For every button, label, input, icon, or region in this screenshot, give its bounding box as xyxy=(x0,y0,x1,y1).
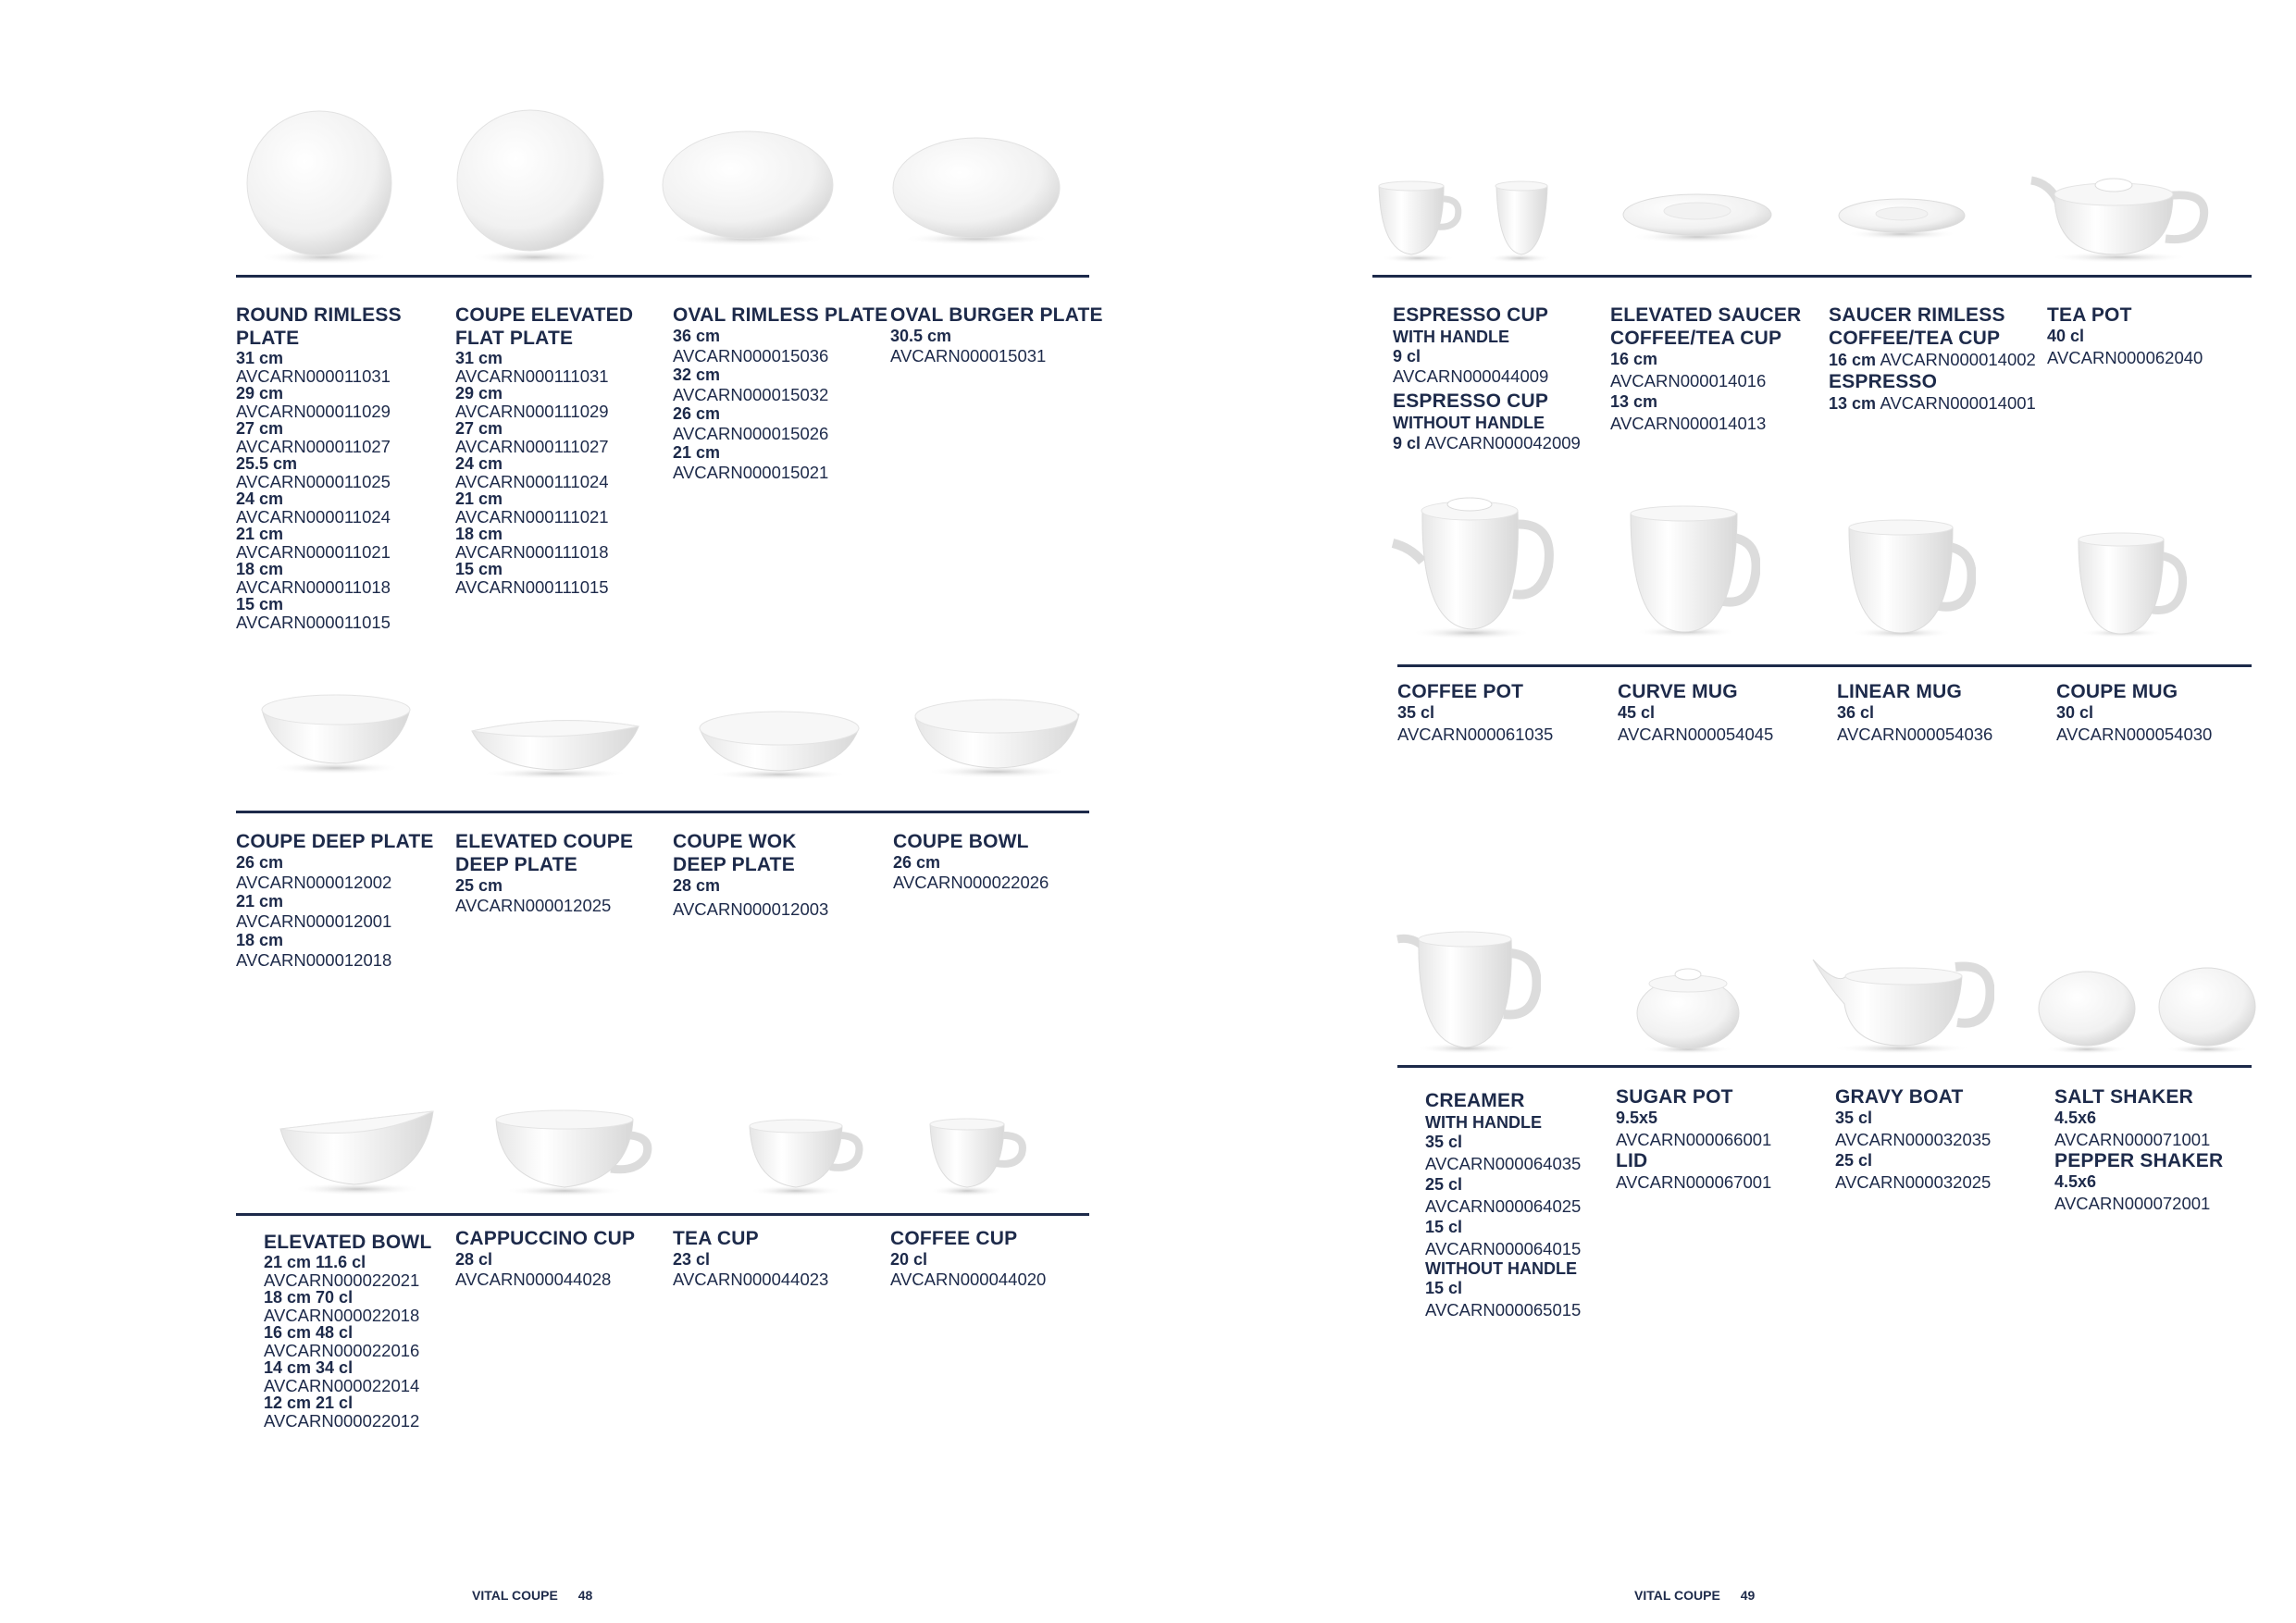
article-code: AVCARN000011018 xyxy=(236,577,391,597)
article-code: AVCARN000014001 xyxy=(1880,393,2036,413)
article-code: AVCARN000044020 xyxy=(890,1270,1047,1289)
page-footer-right xyxy=(1634,1588,1755,1603)
size-label: 16 cm 48 cl xyxy=(264,1323,354,1342)
wok-plate-icon xyxy=(696,708,863,782)
round-plate-icon xyxy=(236,102,403,268)
article-code: AVCARN000054036 xyxy=(1837,725,1993,744)
gravy-boat-entry xyxy=(1835,1085,2057,1192)
row3-right-rule xyxy=(1397,1065,2252,1068)
article-code: AVCARN000011015 xyxy=(236,613,391,632)
article-code: AVCARN000012003 xyxy=(673,899,829,919)
article-code: AVCARN000012025 xyxy=(455,896,612,915)
product-title: OVAL BURGER PLATE xyxy=(890,304,1103,326)
product-title: TEA CUP xyxy=(673,1228,759,1249)
linear-mug-entry xyxy=(1837,680,2059,744)
tea-pot-icon xyxy=(2027,157,2212,264)
oval-burger-plate-icon xyxy=(888,128,1064,248)
product-title: COFFEE/TEA CUP xyxy=(1610,328,1782,349)
article-code: AVCARN000111031 xyxy=(455,366,609,386)
article-code: AVCARN000072001 xyxy=(2054,1194,2211,1213)
article-code: AVCARN000011024 xyxy=(236,507,391,527)
round-rimless-plate-entry xyxy=(236,304,458,631)
size-label: 31 cm xyxy=(455,349,503,367)
size-label: 15 cl xyxy=(1425,1279,1463,1297)
product-title: PEPPER SHAKER xyxy=(2054,1150,2224,1171)
catalog-title: VITAL COUPE xyxy=(472,1588,558,1603)
size-label: 21 cm 11.6 cl xyxy=(264,1253,366,1271)
coupe-elevated-flat-plate-entry xyxy=(455,304,677,596)
article-code: AVCARN000111029 xyxy=(455,402,609,421)
size-label: 9 cl xyxy=(1393,434,1421,452)
article-code: AVCARN000014013 xyxy=(1610,414,1767,433)
product-title: SUGAR POT xyxy=(1616,1086,1733,1108)
size-label: 26 cm xyxy=(673,404,721,423)
size-label: 35 cl xyxy=(1835,1109,1873,1127)
article-code: AVCARN000054030 xyxy=(2056,725,2213,744)
size-label: 25.5 cm xyxy=(236,454,298,473)
size-label: 15 cm xyxy=(455,560,503,578)
article-code: AVCARN000061035 xyxy=(1397,725,1554,744)
product-title: ROUND RIMLESS xyxy=(236,304,402,326)
article-code: AVCARN000022016 xyxy=(264,1341,420,1360)
linear-mug-icon xyxy=(1842,518,1976,638)
size-label: 31 cm xyxy=(236,349,284,367)
article-code: AVCARN000111024 xyxy=(455,472,609,491)
size-label: 18 cm xyxy=(236,931,284,949)
product-variant: WITH HANDLE xyxy=(1393,328,1509,346)
size-label: 30.5 cm xyxy=(890,327,952,345)
article-code: AVCARN000111021 xyxy=(455,507,609,527)
product-variant: WITHOUT HANDLE xyxy=(1425,1259,1577,1278)
size-label: 25 cl xyxy=(1425,1175,1463,1194)
coupe-mug-icon xyxy=(2071,532,2187,638)
sugar-pot-icon xyxy=(1631,958,1746,1055)
article-code: AVCARN000022018 xyxy=(264,1306,420,1325)
product-title: OVAL RIMLESS PLATE xyxy=(673,304,888,326)
tea-cup-entry xyxy=(673,1227,895,1289)
size-label: 40 cl xyxy=(2047,327,2085,345)
article-code: AVCARN000111027 xyxy=(455,437,609,456)
size-label: 9 cl xyxy=(1393,347,1421,365)
product-title: ELEVATED COUPE xyxy=(455,831,634,852)
size-label: 12 cm 21 cl xyxy=(264,1394,354,1412)
oval-burger-plate-entry xyxy=(890,304,1112,365)
product-title: GRAVY BOAT xyxy=(1835,1086,1964,1108)
size-label: 24 cm xyxy=(236,489,284,508)
article-code: AVCARN000065015 xyxy=(1425,1300,1582,1319)
size-label: 36 cm xyxy=(673,327,721,345)
product-title: PLATE xyxy=(236,328,300,349)
size-label: 21 cm xyxy=(236,525,284,543)
coupe-deep-plate-entry xyxy=(236,830,458,970)
product-title: COUPE ELEVATED xyxy=(455,304,634,326)
product-title: COFFEE POT xyxy=(1397,681,1524,702)
size-label: 25 cl xyxy=(1835,1151,1873,1170)
article-code: AVCARN000054045 xyxy=(1618,725,1774,744)
coffee-pot-entry xyxy=(1397,680,1620,744)
size-label: 18 cm xyxy=(455,525,503,543)
size-label: 45 cl xyxy=(1618,703,1656,722)
article-code: AVCARN000064015 xyxy=(1425,1239,1582,1258)
size-label: 30 cl xyxy=(2056,703,2094,722)
size-label: 9.5x5 xyxy=(1616,1109,1658,1127)
size-label: 26 cm xyxy=(236,853,284,872)
article-code: AVCARN000015032 xyxy=(673,385,829,404)
size-label: 13 cm xyxy=(1610,392,1658,411)
tea-pot-entry xyxy=(2047,304,2269,367)
elevated-bowl-icon xyxy=(276,1106,438,1198)
product-title: TEA POT xyxy=(2047,304,2132,326)
product-title: CURVE MUG xyxy=(1618,681,1738,702)
row2-left-rule xyxy=(236,811,1089,813)
saucer-rimless-entry xyxy=(1829,304,2051,414)
coffee-pot-icon xyxy=(1384,492,1555,640)
product-variant: WITHOUT HANDLE xyxy=(1393,414,1545,432)
cappuccino-cup-entry xyxy=(455,1227,677,1289)
size-label: 21 cm xyxy=(455,489,503,508)
article-code: AVCARN000032025 xyxy=(1835,1172,1992,1192)
espresso-cups-icon xyxy=(1371,180,1575,264)
salt-pepper-shaker-icon xyxy=(2036,953,2258,1055)
product-variant: ESPRESSO xyxy=(1829,371,1938,392)
size-label: 18 cm xyxy=(236,560,284,578)
row3-left-rule xyxy=(236,1213,1089,1216)
article-code: AVCARN000066001 xyxy=(1616,1130,1772,1149)
article-code: AVCARN000022012 xyxy=(264,1411,420,1431)
article-code: AVCARN000071001 xyxy=(2054,1130,2211,1149)
article-code: AVCARN000011031 xyxy=(236,366,391,386)
elevated-saucer-icon xyxy=(1621,185,1774,245)
article-code: AVCARN000015026 xyxy=(673,424,829,443)
coupe-deep-plate-icon xyxy=(257,689,415,777)
article-code: AVCARN000032035 xyxy=(1835,1130,1992,1149)
coupe-wok-deep-plate-entry xyxy=(673,830,895,919)
product-variant: LID xyxy=(1616,1150,1648,1171)
article-code: AVCARN000014002 xyxy=(1880,350,2036,369)
size-label: 14 cm 34 cl xyxy=(264,1358,354,1377)
product-title: COUPE BOWL xyxy=(893,831,1029,852)
elevated-bowl-entry xyxy=(264,1231,486,1430)
size-label: 16 cm xyxy=(1610,350,1658,368)
article-code: AVCARN000015036 xyxy=(673,346,829,365)
article-code: AVCARN000011027 xyxy=(236,437,391,456)
product-title: ELEVATED BOWL xyxy=(264,1232,432,1253)
article-code: AVCARN000064035 xyxy=(1425,1154,1582,1173)
size-label: 20 cl xyxy=(890,1250,928,1269)
gravy-boat-icon xyxy=(1809,948,1994,1055)
size-label: 35 cl xyxy=(1397,703,1435,722)
product-title: DEEP PLATE xyxy=(673,854,795,875)
size-label: 29 cm xyxy=(455,384,503,403)
product-variant: WITH HANDLE xyxy=(1425,1113,1542,1132)
coffee-cup-icon xyxy=(925,1115,1027,1198)
creamer-icon xyxy=(1393,925,1541,1055)
size-label: 25 cm xyxy=(455,876,503,895)
article-code: AVCARN000012002 xyxy=(236,873,392,892)
size-label: 13 cm xyxy=(1829,394,1877,413)
article-code: AVCARN000012001 xyxy=(236,911,392,931)
page-number: 49 xyxy=(1740,1588,1756,1603)
size-label: 26 cm xyxy=(893,853,941,872)
product-title: ESPRESSO CUP xyxy=(1393,304,1549,326)
product-title: SALT SHAKER xyxy=(2054,1086,2193,1108)
size-label: 32 cm xyxy=(673,365,721,384)
article-code: AVCARN000011025 xyxy=(236,472,391,491)
product-title: COFFEE CUP xyxy=(890,1228,1018,1249)
article-code: AVCARN000062040 xyxy=(2047,348,2203,367)
product-title: LINEAR MUG xyxy=(1837,681,1962,702)
product-title: FLAT PLATE xyxy=(455,328,574,349)
espresso-cup-entry xyxy=(1393,304,1615,453)
size-label: 27 cm xyxy=(455,419,503,438)
product-title: ELEVATED SAUCER xyxy=(1610,304,1802,326)
catalog-title: VITAL COUPE xyxy=(1634,1588,1720,1603)
product-title: CAPPUCCINO CUP xyxy=(455,1228,636,1249)
elevated-saucer-entry xyxy=(1610,304,1832,433)
article-code: AVCARN000111018 xyxy=(455,542,609,562)
cappuccino-cup-icon xyxy=(490,1106,652,1198)
product-title: ESPRESSO CUP xyxy=(1393,390,1549,412)
coupe-bowl-entry xyxy=(893,830,1115,892)
article-code: AVCARN000014016 xyxy=(1610,371,1767,390)
product-title: SAUCER RIMLESS xyxy=(1829,304,2005,326)
row1-left-rule xyxy=(236,275,1089,278)
article-code: AVCARN000111015 xyxy=(455,577,609,597)
size-label: 36 cl xyxy=(1837,703,1875,722)
oval-rimless-plate-entry xyxy=(673,304,895,482)
page-number: 48 xyxy=(577,1588,593,1603)
size-label: 21 cm xyxy=(673,443,721,462)
product-title: DEEP PLATE xyxy=(455,854,577,875)
size-label: 4.5x6 xyxy=(2054,1172,2097,1191)
elevated-coupe-deep-plate-entry xyxy=(455,830,677,915)
size-label: 28 cl xyxy=(455,1250,493,1269)
article-code: AVCARN000015031 xyxy=(890,346,1047,365)
row2-right-rule xyxy=(1397,664,2252,667)
size-label: 28 cm xyxy=(673,876,721,895)
article-code: AVCARN000044009 xyxy=(1393,366,1549,386)
article-code: AVCARN000011029 xyxy=(236,402,391,421)
article-code: AVCARN000022021 xyxy=(264,1270,420,1290)
page-footer-left xyxy=(472,1588,592,1603)
size-label: 15 cm xyxy=(236,595,284,613)
size-label: 21 cm xyxy=(236,892,284,911)
article-code: AVCARN000012018 xyxy=(236,950,392,970)
tea-cup-icon xyxy=(745,1115,865,1198)
row1-right-rule xyxy=(1372,275,2252,278)
rimless-saucer-icon xyxy=(1837,190,1967,241)
product-title: COUPE DEEP PLATE xyxy=(236,831,434,852)
size-label: 16 cm xyxy=(1829,351,1877,369)
size-label: 23 cl xyxy=(673,1250,711,1269)
salt-shaker-entry xyxy=(2054,1085,2277,1213)
product-title: COUPE MUG xyxy=(2056,681,2178,702)
article-code: AVCARN000022014 xyxy=(264,1376,420,1395)
article-code: AVCARN000067001 xyxy=(1616,1172,1772,1192)
article-code: AVCARN000042009 xyxy=(1424,433,1581,452)
size-label: 35 cl xyxy=(1425,1133,1463,1151)
product-title: COFFEE/TEA CUP xyxy=(1829,328,2001,349)
size-label: 15 cl xyxy=(1425,1218,1463,1236)
product-title: CREAMER xyxy=(1425,1090,1525,1111)
coupe-bowl-icon xyxy=(912,696,1083,779)
article-code: AVCARN000044023 xyxy=(673,1270,829,1289)
coupe-mug-entry xyxy=(2056,680,2278,744)
curve-mug-entry xyxy=(1618,680,1840,744)
size-label: 18 cm 70 cl xyxy=(264,1288,354,1307)
article-code: AVCARN000064025 xyxy=(1425,1196,1582,1216)
creamer-entry xyxy=(1425,1089,1647,1319)
coupe-flat-plate-icon xyxy=(452,102,609,268)
article-code: AVCARN000022026 xyxy=(893,873,1049,892)
coffee-cup-entry xyxy=(890,1227,1112,1289)
sugar-pot-entry xyxy=(1616,1085,1838,1192)
product-title: COUPE WOK xyxy=(673,831,797,852)
oval-plate-icon xyxy=(655,120,840,250)
size-label: 24 cm xyxy=(455,454,503,473)
size-label: 27 cm xyxy=(236,419,284,438)
article-code: AVCARN000015021 xyxy=(673,463,829,482)
size-label: 29 cm xyxy=(236,384,284,403)
curve-mug-icon xyxy=(1621,504,1760,638)
size-label: 4.5x6 xyxy=(2054,1109,2097,1127)
article-code: AVCARN000044028 xyxy=(455,1270,612,1289)
elevated-deep-plate-icon xyxy=(467,712,643,782)
article-code: AVCARN000011021 xyxy=(236,542,391,562)
